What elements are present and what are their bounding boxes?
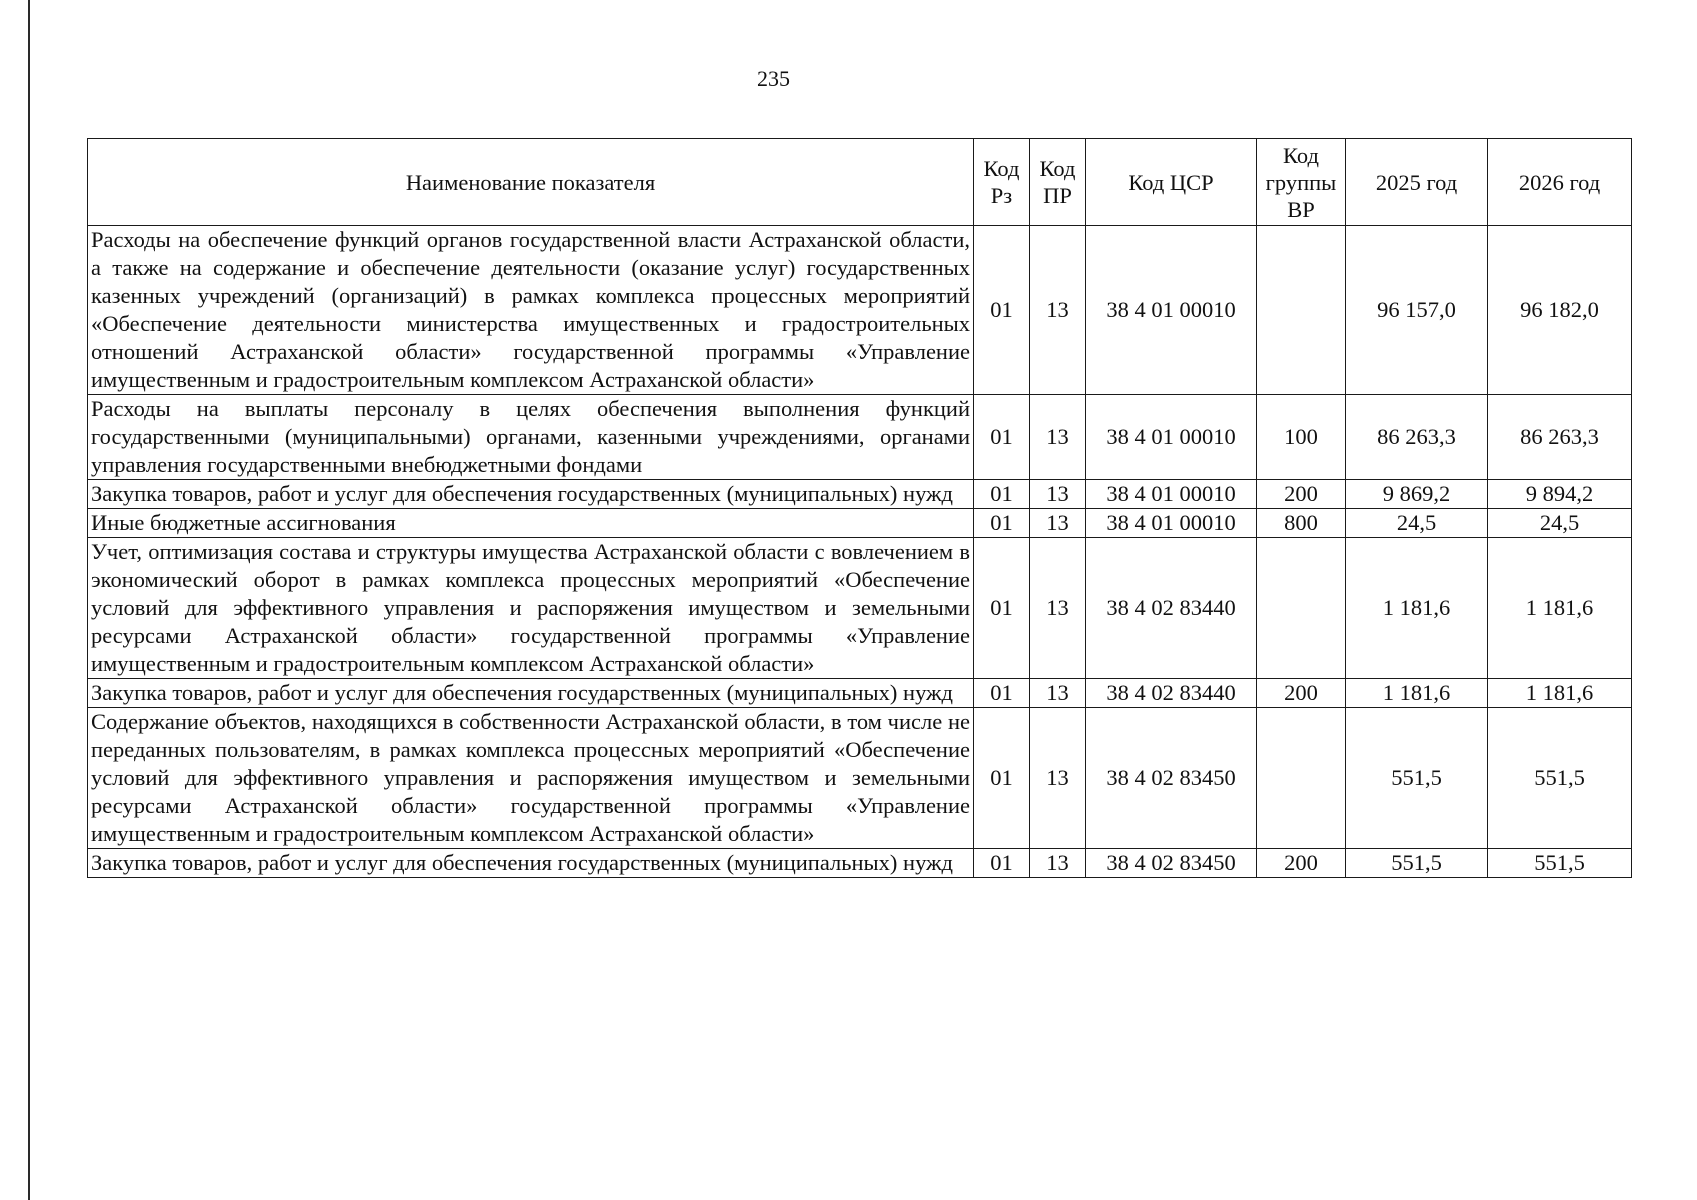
row-pr: 13 — [1030, 849, 1086, 878]
row-name: Учет, оптимизация состава и структуры имущества Астраханской области с вовлечением в экономический оборот в рамках комплекса процессных мероприятий «Обеспечение условий для эффективного управления и распоряжения имуществом и земельными ресурсами Астраханской области» государственной программы «Управление имущественным и градостроительным комплексом Астраханской области» — [88, 538, 974, 679]
row-2026: 24,5 — [1488, 509, 1632, 538]
row-name: Расходы на выплаты персоналу в целях обеспечения выполнения функций государственными (муниципальными) органами, казенными учреждениями, органами управления государственными внебюджетными фондами — [88, 395, 974, 480]
row-csr: 38 4 01 00010 — [1086, 395, 1257, 480]
row-csr: 38 4 01 00010 — [1086, 509, 1257, 538]
table-row — [88, 538, 1632, 679]
row-vr — [1257, 708, 1346, 849]
row-csr: 38 4 01 00010 — [1086, 226, 1257, 395]
table-header-row — [88, 139, 1632, 226]
row-pr: 13 — [1030, 509, 1086, 538]
row-vr: 800 — [1257, 509, 1346, 538]
row-csr: 38 4 02 83440 — [1086, 679, 1257, 708]
row-2026: 9 894,2 — [1488, 480, 1632, 509]
row-rz: 01 — [974, 679, 1030, 708]
row-csr: 38 4 01 00010 — [1086, 480, 1257, 509]
table-row — [88, 679, 1632, 708]
row-csr: 38 4 02 83450 — [1086, 849, 1257, 878]
row-vr — [1257, 538, 1346, 679]
table-row — [88, 849, 1632, 878]
row-2025: 1 181,6 — [1346, 679, 1488, 708]
budget-table — [87, 138, 1632, 878]
row-rz: 01 — [974, 708, 1030, 849]
row-name: Расходы на обеспечение функций органов государственной власти Астраханской области, а также на содержание и обеспечение деятельности (оказание услуг) государственных казенных учреждений (организаций) в рамках комплекса процессных мероприятий «Обеспечение деятельности министерства имущественных и градостроительных отношений Астраханской области» государственной программы «Управление имущественным и градостроительным комплексом Астраханской области» — [88, 226, 974, 395]
header-vr: Код группы ВР — [1257, 139, 1346, 226]
row-2025: 96 157,0 — [1346, 226, 1488, 395]
row-pr: 13 — [1030, 708, 1086, 849]
row-rz: 01 — [974, 395, 1030, 480]
row-vr: 200 — [1257, 480, 1346, 509]
row-vr: 200 — [1257, 679, 1346, 708]
row-2025: 1 181,6 — [1346, 538, 1488, 679]
row-name: Закупка товаров, работ и услуг для обеспечения государственных (муниципальных) нужд — [88, 480, 974, 509]
row-rz: 01 — [974, 509, 1030, 538]
row-rz: 01 — [974, 480, 1030, 509]
row-vr — [1257, 226, 1346, 395]
table-row — [88, 226, 1632, 395]
row-2026: 551,5 — [1488, 849, 1632, 878]
row-name: Закупка товаров, работ и услуг для обеспечения государственных (муниципальных) нужд — [88, 679, 974, 708]
header-csr: Код ЦСР — [1086, 139, 1257, 226]
row-pr: 13 — [1030, 538, 1086, 679]
page-number: 235 — [757, 66, 790, 91]
header-pr: Код ПР — [1030, 139, 1086, 226]
header-2025: 2025 год — [1346, 139, 1488, 226]
row-2026: 86 263,3 — [1488, 395, 1632, 480]
row-name: Иные бюджетные ассигнования — [88, 509, 974, 538]
header-rz: Код Рз — [974, 139, 1030, 226]
row-2026: 1 181,6 — [1488, 538, 1632, 679]
row-2026: 96 182,0 — [1488, 226, 1632, 395]
row-name: Закупка товаров, работ и услуг для обеспечения государственных (муниципальных) нужд — [88, 849, 974, 878]
row-2025: 9 869,2 — [1346, 480, 1488, 509]
row-pr: 13 — [1030, 480, 1086, 509]
row-rz: 01 — [974, 226, 1030, 395]
row-2025: 551,5 — [1346, 849, 1488, 878]
row-rz: 01 — [974, 538, 1030, 679]
row-pr: 13 — [1030, 226, 1086, 395]
row-2025: 86 263,3 — [1346, 395, 1488, 480]
row-vr: 200 — [1257, 849, 1346, 878]
header-name: Наименование показателя — [88, 139, 974, 226]
row-2025: 551,5 — [1346, 708, 1488, 849]
row-2026: 1 181,6 — [1488, 679, 1632, 708]
row-2025: 24,5 — [1346, 509, 1488, 538]
table-row — [88, 395, 1632, 480]
table-row — [88, 708, 1632, 849]
row-csr: 38 4 02 83450 — [1086, 708, 1257, 849]
table-row — [88, 509, 1632, 538]
table-row — [88, 480, 1632, 509]
row-csr: 38 4 02 83440 — [1086, 538, 1257, 679]
row-pr: 13 — [1030, 679, 1086, 708]
row-pr: 13 — [1030, 395, 1086, 480]
row-rz: 01 — [974, 849, 1030, 878]
row-2026: 551,5 — [1488, 708, 1632, 849]
header-2026: 2026 год — [1488, 139, 1632, 226]
row-vr: 100 — [1257, 395, 1346, 480]
scan-edge-line — [28, 0, 30, 1200]
row-name: Содержание объектов, находящихся в собственности Астраханской области, в том числе не переданных пользователям, в рамках комплекса процессных мероприятий «Обеспечение условий для эффективного управления и распоряжения имуществом и земельными ресурсами Астраханской области» государственной программы «Управление имущественным и градостроительным комплексом Астраханской области» — [88, 708, 974, 849]
